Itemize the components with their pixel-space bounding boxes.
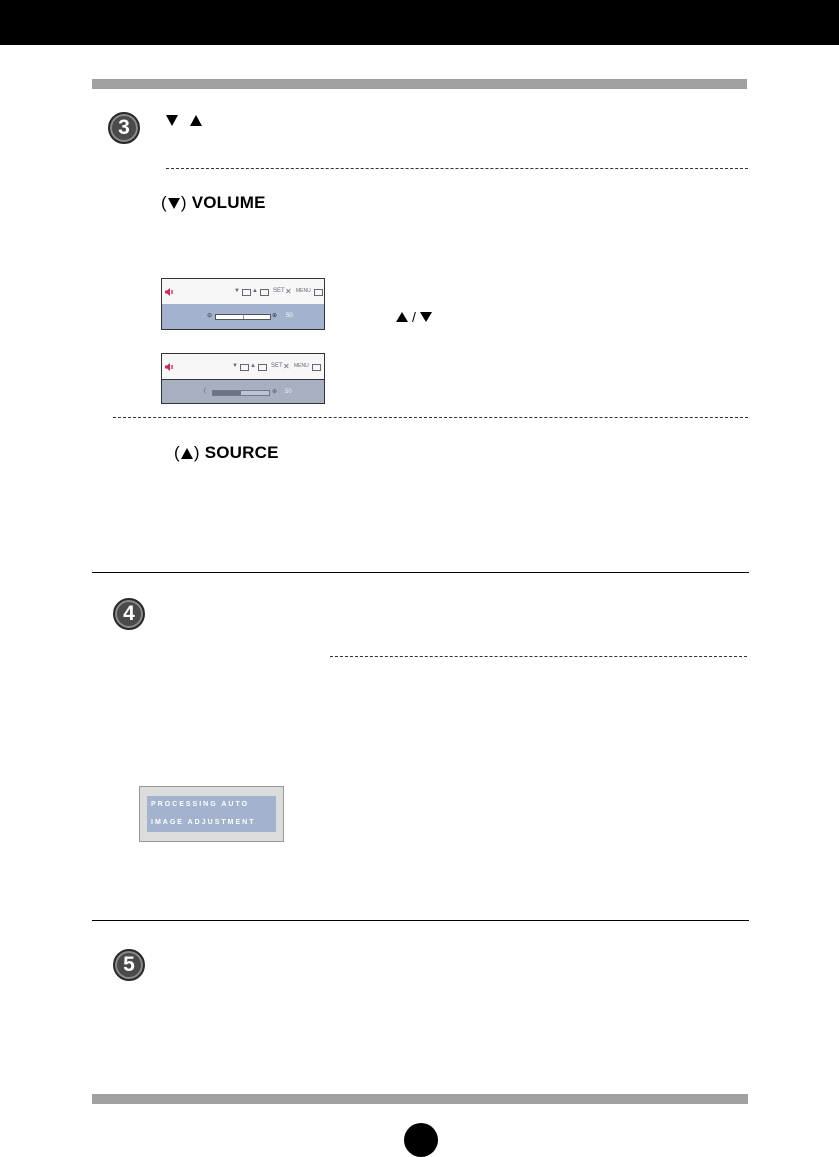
menu-label: MENU — [296, 288, 311, 294]
page-number-badge — [404, 1123, 438, 1157]
divider-dashed — [113, 417, 748, 418]
arrow-buttons-label — [166, 115, 202, 126]
up-arrow-icon: ▲ — [250, 363, 256, 369]
down-arrow-icon: ▼ — [232, 363, 238, 369]
step-5-badge — [113, 949, 145, 981]
plus-icon: ⊕ — [272, 313, 278, 319]
volume-value: 50 — [286, 313, 293, 319]
minus-icon: ( — [204, 388, 206, 394]
top-rule-bar — [92, 79, 747, 89]
up-arrow-icon — [181, 448, 193, 459]
up-arrow-icon — [396, 312, 408, 322]
volume-bar — [212, 390, 270, 396]
volume-osd-active — [161, 278, 325, 330]
osd-volume-row — [162, 304, 324, 329]
down-arrow-icon — [420, 312, 432, 322]
up-arrow-icon — [190, 115, 202, 126]
plus-icon: ⊕ — [272, 389, 278, 395]
volume-bar-fill — [213, 391, 241, 395]
source-label: SOURCE — [204, 443, 279, 462]
speaker-icon — [165, 288, 174, 296]
input-icon — [240, 364, 249, 371]
step-5-number: 5 — [123, 953, 135, 976]
processing-osd — [139, 786, 284, 842]
osd-toolbar — [162, 354, 324, 379]
osd-volume-row — [162, 379, 324, 403]
volume-value: 50 — [285, 389, 292, 395]
processing-line-1: PROCESSING AUTO — [151, 801, 250, 808]
source-heading: ( ) SOURCE — [174, 443, 279, 462]
step-4-number: 4 — [123, 602, 135, 625]
down-arrow-icon — [166, 115, 178, 126]
processing-line-2: IMAGE ADJUSTMENT — [151, 819, 256, 826]
set-label: SET — [273, 288, 285, 294]
volume-bar — [215, 314, 271, 320]
mute-icon: ✕ — [285, 287, 292, 296]
down-arrow-icon: ▼ — [234, 288, 240, 294]
input-icon — [258, 364, 267, 371]
step-3-badge — [108, 112, 140, 144]
input-icon — [260, 289, 269, 296]
input-icon — [242, 289, 251, 296]
divider-dashed — [330, 656, 747, 657]
up-arrow-icon: ▲ — [252, 288, 258, 294]
bottom-rule-bar — [92, 1094, 748, 1104]
set-label: SET — [271, 363, 283, 369]
divider-dashed — [166, 168, 748, 169]
section-divider — [92, 572, 749, 573]
section-divider — [92, 920, 749, 921]
exit-icon — [312, 364, 321, 371]
step-4-badge — [113, 598, 145, 630]
step-3-number: 3 — [118, 116, 130, 139]
mute-icon: ✕ — [283, 362, 290, 371]
arrow-keys-hint: / — [396, 309, 432, 325]
speaker-icon — [165, 363, 174, 371]
exit-icon — [314, 289, 323, 296]
volume-osd-muted — [161, 353, 325, 404]
down-arrow-icon — [168, 198, 180, 209]
minus-icon: ⊖ — [207, 313, 213, 319]
header-bar — [0, 0, 839, 45]
volume-bar-fill — [216, 315, 244, 319]
osd-toolbar — [162, 279, 324, 304]
menu-label: MENU — [294, 363, 309, 369]
processing-panel — [147, 796, 276, 832]
volume-label: VOLUME — [191, 193, 266, 212]
volume-heading: ( ) VOLUME — [161, 193, 266, 212]
